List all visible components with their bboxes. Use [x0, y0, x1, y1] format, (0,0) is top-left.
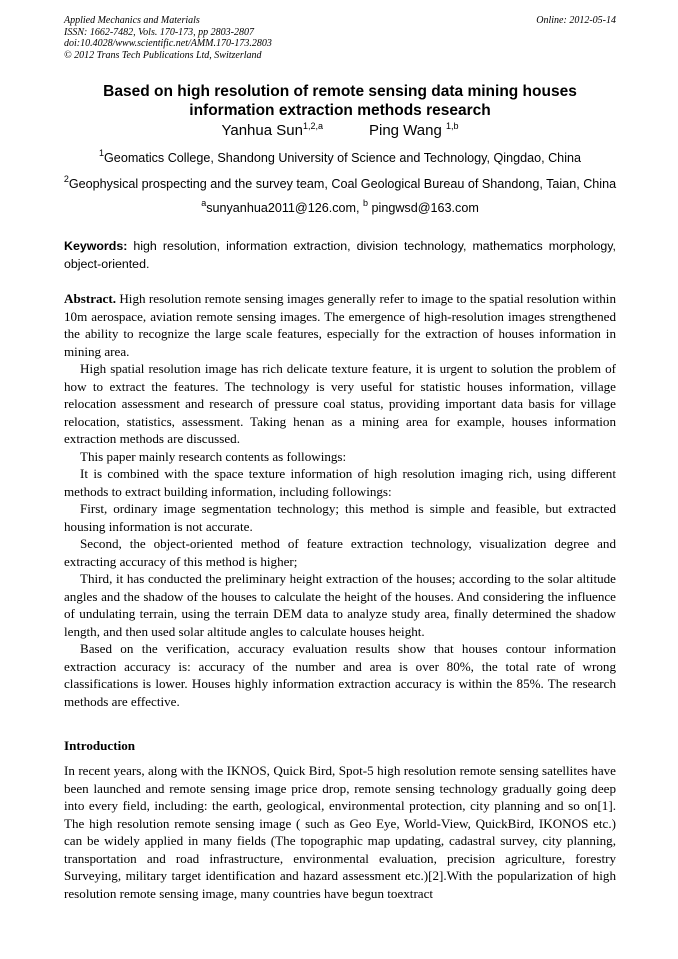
- email-b: pingwsd@163.com: [368, 201, 479, 215]
- abstract-label: Abstract.: [64, 291, 116, 306]
- keywords-text: high resolution, information extraction, division technology, mathematics morphology, object-oriented.: [64, 239, 616, 271]
- abstract-paragraph: Second, the object-oriented method of feature extraction technology, visualization degree and extracting accuracy of this method is higher;: [64, 536, 616, 569]
- abstract: [64, 290, 616, 710]
- author-1-name: Yanhua Sun: [221, 122, 303, 139]
- copyright-line: © 2012 Trans Tech Publications Ltd, Switzerland: [64, 49, 262, 61]
- author-2: [369, 121, 459, 141]
- email-b-sup: b: [363, 198, 369, 208]
- author-2-name: Ping Wang: [368, 122, 446, 139]
- online-date: Online: 2012-05-14: [536, 15, 616, 26]
- affiliation-2-sup: 2: [63, 174, 69, 184]
- keywords: [64, 237, 616, 273]
- email-a-sup: a: [201, 198, 207, 208]
- affiliation-2-text: Geophysical prospecting and the survey team, Coal Geological Bureau of Shandong, Taian, China: [68, 177, 617, 191]
- email-a: sunyanhua2011@126.com,: [206, 201, 363, 215]
- journal-header: [64, 15, 616, 61]
- affiliation-1-text: Geomatics College, Shandong University of Science and Technology, Qingdao, China: [104, 151, 581, 165]
- author-emails: [64, 200, 616, 216]
- abstract-paragraph: Third, it has conducted the preliminary height extraction of the houses; according to the solar altitude angles and the shadow of the houses to calculate the height of the houses. And considering the influence of undulating terrain, using the terrain DEM data to analyze study area, finally determined the shadow length, and then used solar altitude angles to calculate houses height.: [64, 571, 616, 639]
- journal-name: Applied Mechanics and Materials: [64, 15, 200, 26]
- affiliation-1-sup: 1: [99, 148, 105, 158]
- title-line-2: information extraction methods research: [189, 102, 491, 119]
- author-list: [64, 121, 616, 141]
- affiliation-1: [64, 150, 616, 166]
- abstract-paragraph: It is combined with the space texture information of high resolution imaging rich, using different methods to extract building information, including followings:: [64, 466, 616, 499]
- abstract-paragraph: Based on the verification, accuracy evaluation results show that houses contour information extraction accuracy is: accuracy of the number and area is over 80%, the total rate of wrong classifications is lower. Houses highly information extraction accuracy is within the 85%. The research methods are effective.: [64, 641, 616, 709]
- abstract-paragraph: This paper mainly research contents as followings:: [80, 448, 347, 464]
- keywords-label: Keywords:: [64, 239, 128, 253]
- issn-line: ISSN: 1662-7482, Vols. 170-173, pp 2803-2807: [64, 26, 254, 38]
- title-line-1: Based on high resolution of remote sensing data mining houses: [103, 83, 577, 100]
- doi-line: doi:10.4028/www.scientific.net/AMM.170-173.2803: [64, 38, 272, 49]
- author-2-sup: 1,b: [445, 121, 459, 131]
- abstract-paragraph: [64, 290, 616, 360]
- abstract-paragraph: First, ordinary image segmentation technology; this method is simple and feasible, but extracted housing information is not accurate.: [64, 501, 616, 534]
- introduction-heading: Introduction: [64, 738, 136, 753]
- abstract-paragraph: High spatial resolution image has rich delicate texture feature, it is urgent to solution the problem of how to extract the features. The technology is very useful for statistic houses information, village relocation assessment and research of pressure coal status, providing important data basis for village relocation, statistics, assessment. Taking henan as a mining area for example, houses information extraction methods are discussed.: [64, 361, 616, 446]
- introduction-paragraph: In recent years, along with the IKNOS, Quick Bird, Spot-5 high resolution remote sensing satellites have been launched and remote sensing image price drop, remote sensing technology gradually going deep into every field, including: the earth, geological, environmental protection, city planning and so on[1]. The high resolution remote sensing image ( such as Geo Eye, World-View, QuickBird, IKONOS etc.) can be widely applied in many fields (The topographic map updating, cadastral survey, city planning, transportation and road infrastructure, environmental evaluation, precision agriculture, forestry Surveying, military target identification and hazard assessment etc.)[2].With the popularization of high resolution remote sensing image, many countries have begun toextract: [64, 763, 616, 901]
- affiliation-2: [60, 176, 620, 192]
- author-1-sup: 1,2,a: [302, 121, 323, 131]
- introduction-body: [64, 762, 616, 902]
- paper-title: [64, 82, 616, 120]
- abstract-text: High resolution remote sensing images generally refer to image to the spatial resolution within 10m aerospace, aviation remote sensing images. The emergence of high-resolution images strengthened the ability to recognize the large scale features, especially for the extraction of houses information in mining area.: [64, 291, 616, 359]
- author-1: [221, 121, 323, 141]
